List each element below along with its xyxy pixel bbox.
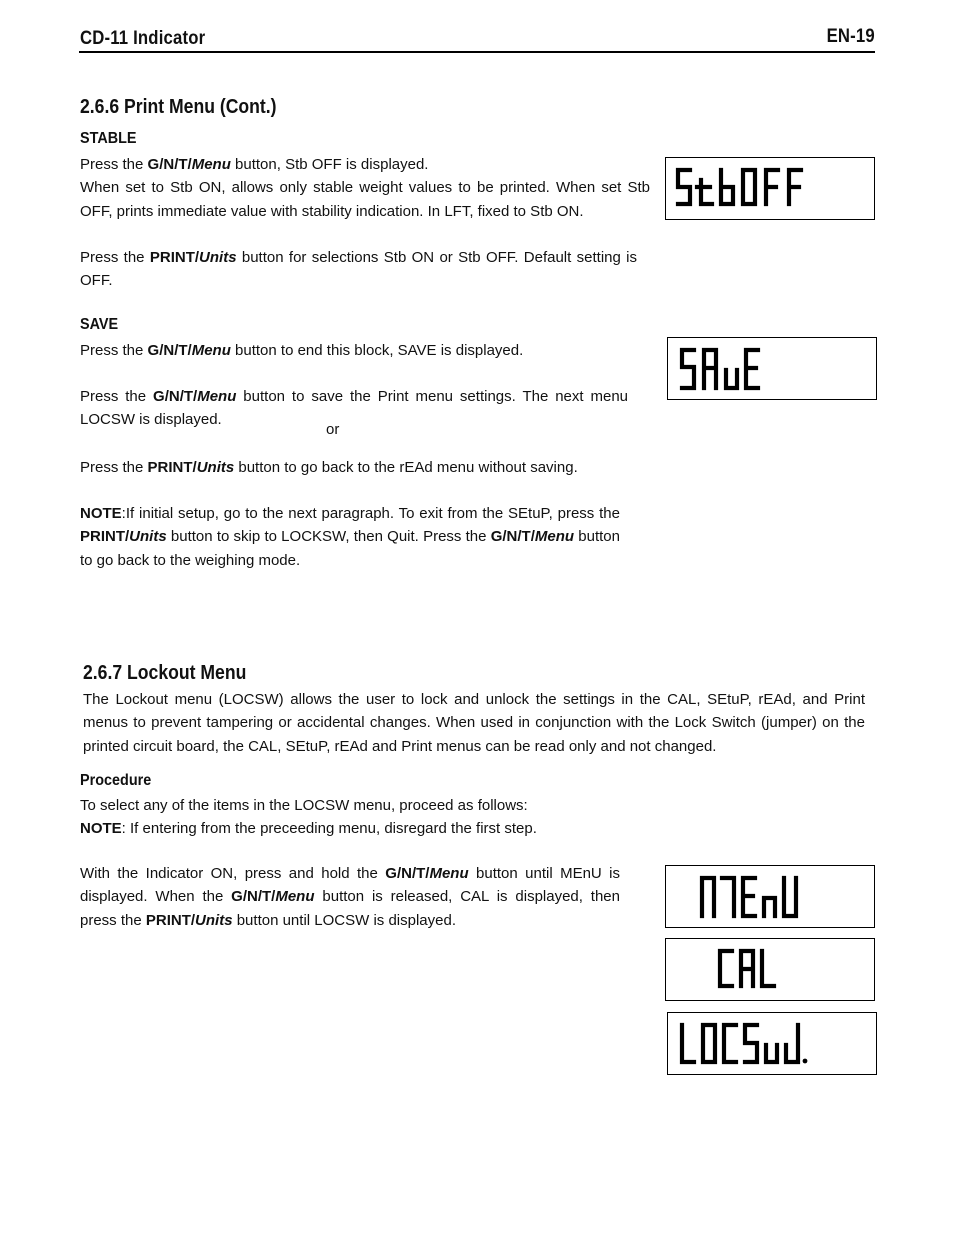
subheading-procedure: Procedure — [80, 772, 152, 789]
note-paragraph: NOTE:If initial setup, go to the next paragraph. To exit from the SEtuP, press the PRINT/Units button to skip to LOCKSW, then Quit. Press the G/N/T/Menu button to go back to the weighing mode. — [80, 505, 620, 569]
lcd-segments-cal — [666, 939, 874, 1000]
lcd-segments-save — [668, 338, 876, 399]
save-paragraph-3: Press the PRINT/Units button to go back to the rEAd menu without saving. — [80, 459, 578, 476]
stable-selection-paragraph: Press the PRINT/Units button for selections Stb ON or Stb OFF. Default setting is OFF. — [80, 249, 638, 290]
document-title: CD-11 Indicator — [80, 28, 206, 49]
lcd-display-locsw — [667, 1012, 877, 1075]
or-text: or — [326, 421, 340, 438]
header-rule — [79, 51, 875, 53]
lcd-display-cal — [665, 938, 875, 1001]
save-paragraph-2: Press the G/N/T/Menu button to save the Print menu settings. The next menu LOCSW is displayed. — [80, 388, 629, 429]
page-number: EN-19 — [826, 26, 875, 47]
subheading-save: SAVE — [80, 316, 119, 333]
save-paragraph-1: Press the G/N/T/Menu button to end this block, SAVE is displayed. — [80, 342, 524, 359]
lcd-segments-stboff — [666, 158, 874, 219]
lcd-display-menu — [665, 865, 875, 928]
section-heading-lockout-menu: 2.6.7 Lockout Menu — [83, 662, 247, 684]
lockout-intro-paragraph: The Lockout menu (LOCSW) allows the user to lock and unlock the settings in the CAL, SEtuP, rEAd, and Print menus to prevent tampering or accidental changes. When used in conjunction with the Lock Switch (jumper) on the printed circuit board, the CAL, SEtuP, rEAd and Print menus can be read only and not changed. — [83, 691, 865, 755]
lcd-display-stboff — [665, 157, 875, 220]
stable-paragraph: Press the G/N/T/Menu button, Stb OFF is displayed. When set to Stb ON, allows only stable weight values to be printed. When set Stb OFF, prints immediate value with stability indication. In LFT, fixed to Stb ON. — [80, 156, 650, 220]
procedure-step-paragraph: With the Indicator ON, press and hold the G/N/T/Menu button until MEnU is displayed. When the G/N/T/Menu button is released, CAL is displayed, then press the PRINT/Units button until LOCSW is displayed. — [80, 865, 621, 929]
lcd-display-save — [667, 337, 877, 400]
procedure-intro: To select any of the items in the LOCSW menu, proceed as follows: NOTE: If entering from the preceeding menu, disregard the first step. — [80, 797, 537, 838]
lcd-segments-locsw — [668, 1013, 876, 1074]
section-heading-print-menu: 2.6.6 Print Menu (Cont.) — [80, 96, 277, 118]
subheading-stable: STABLE — [80, 130, 137, 147]
lcd-segments-menu — [666, 866, 874, 927]
